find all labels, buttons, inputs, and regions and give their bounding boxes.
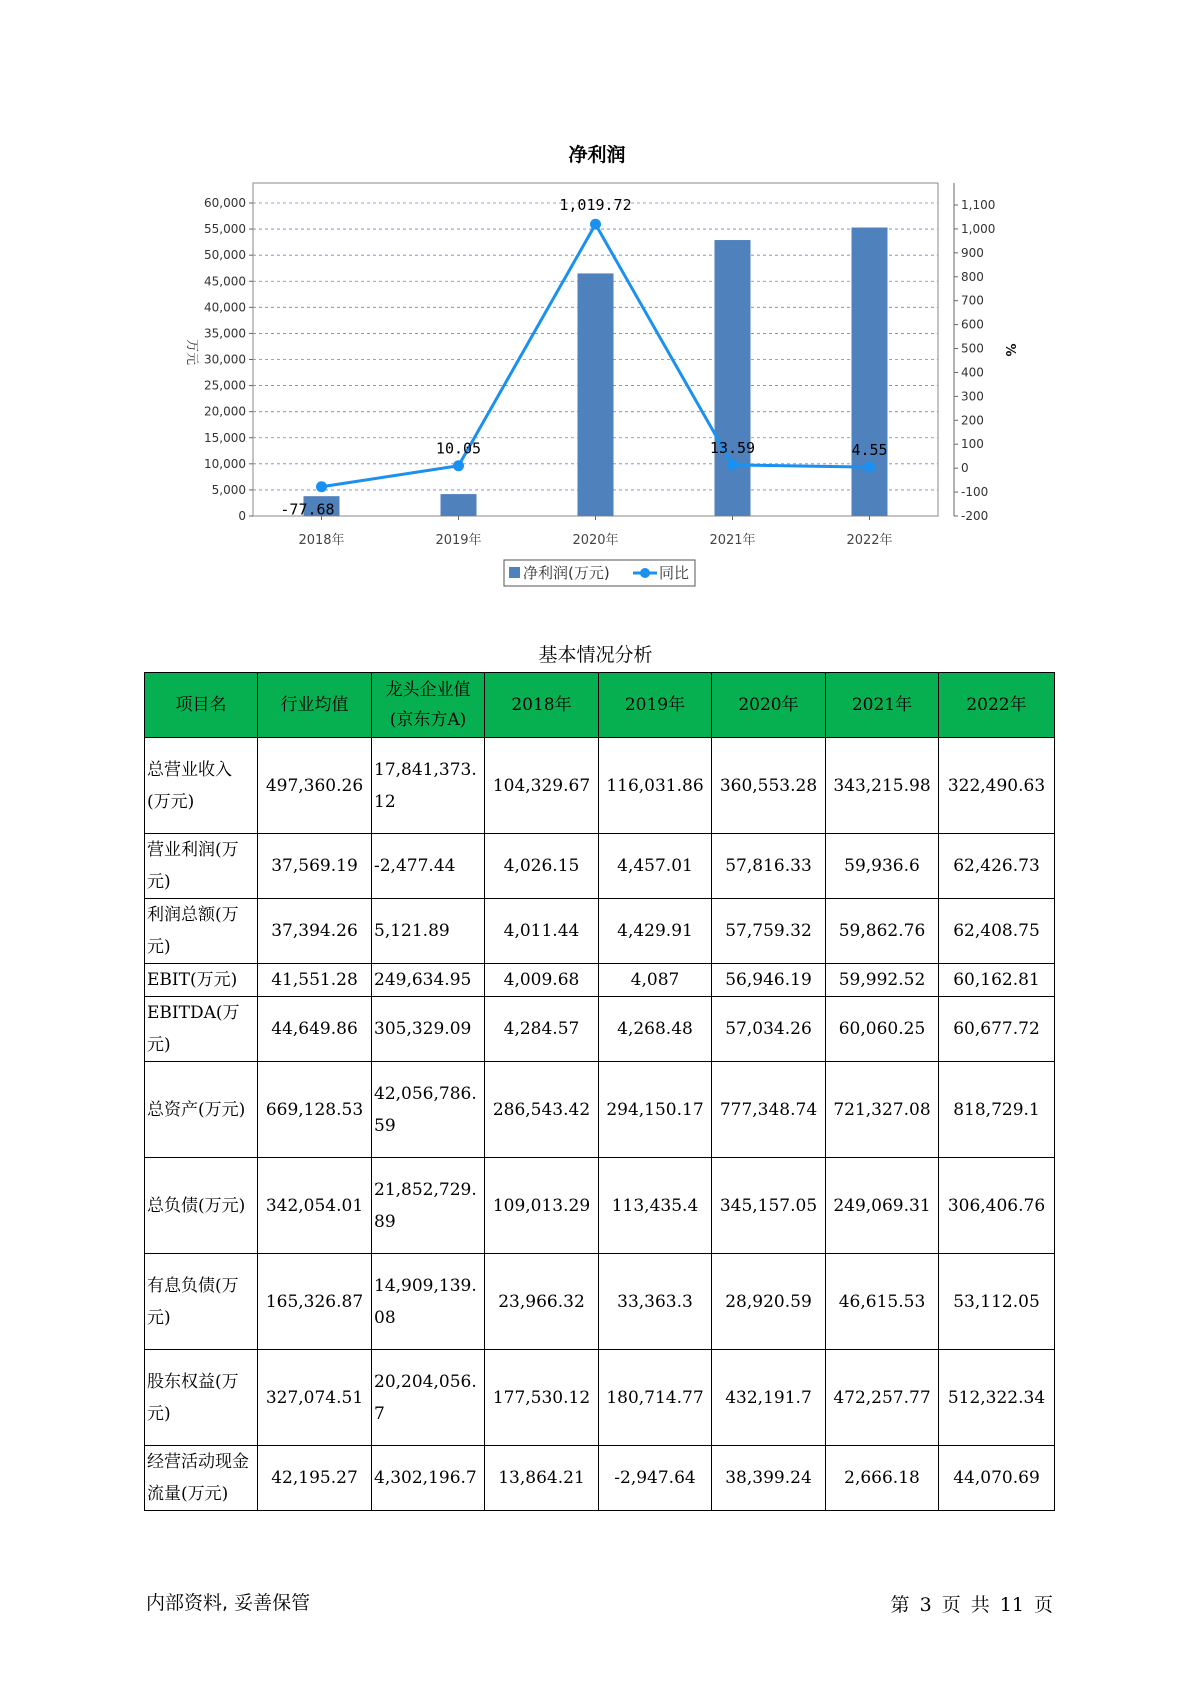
legend-bar-swatch — [509, 567, 520, 578]
table-cell: 322,490.63 — [939, 738, 1055, 834]
table-row — [145, 1446, 1055, 1511]
table-cell: 4,429.91 — [599, 899, 712, 964]
row-item-name: 有息负债(万元) — [145, 1254, 258, 1350]
table-cell: 4,268.48 — [599, 997, 712, 1062]
row-item-name: 总资产(万元) — [145, 1062, 258, 1158]
row-item-name: 利润总额(万元) — [145, 899, 258, 964]
bar-2022年 — [852, 228, 888, 516]
net-profit-chart — [0, 0, 1191, 600]
table-cell: 56,946.19 — [712, 964, 826, 997]
table-cell: 4,009.68 — [485, 964, 599, 997]
table-cell: 21,852,729.89 — [372, 1158, 485, 1254]
right-tick-label: 1,100 — [961, 198, 996, 212]
legend-bar-label: 净利润(万元) — [523, 564, 610, 582]
table-cell: 305,329.09 — [372, 997, 485, 1062]
table-cell: 113,435.4 — [599, 1158, 712, 1254]
table-cell: 4,284.57 — [485, 997, 599, 1062]
right-tick-label: 500 — [961, 341, 984, 356]
table-header-row — [145, 673, 1055, 738]
footer-page-number: 第 3 页 共 11 页 — [890, 1594, 1053, 1616]
row-item-name: EBITDA(万元) — [145, 997, 258, 1062]
table-cell: 343,215.98 — [826, 738, 939, 834]
left-tick-label: 20,000 — [204, 404, 246, 419]
header-leader-value: 龙头企业值(京东方A) — [372, 673, 485, 738]
left-tick-label: 35,000 — [204, 326, 246, 341]
table-row — [145, 1158, 1055, 1254]
yoy-data-label: -77.68 — [280, 500, 335, 519]
table-cell: 249,634.95 — [372, 964, 485, 997]
table-cell: 60,677.72 — [939, 997, 1055, 1062]
table-cell: 818,729.1 — [939, 1062, 1055, 1158]
table-cell: 342,054.01 — [258, 1158, 372, 1254]
header-2019: 2019年 — [599, 673, 712, 738]
table-cell: 669,128.53 — [258, 1062, 372, 1158]
table-cell: 37,394.26 — [258, 899, 372, 964]
y-axis-right-label: % — [1002, 343, 1017, 357]
table-row — [145, 899, 1055, 964]
table-cell: 116,031.86 — [599, 738, 712, 834]
yoy-point — [590, 219, 601, 230]
right-tick-label: 200 — [961, 413, 984, 428]
yoy-point — [453, 460, 464, 471]
table-cell: 294,150.17 — [599, 1062, 712, 1158]
table-cell: 60,162.81 — [939, 964, 1055, 997]
table-cell: 23,966.32 — [485, 1254, 599, 1350]
table-cell: 721,327.08 — [826, 1062, 939, 1158]
table-row — [145, 1350, 1055, 1446]
yoy-data-label: 10.05 — [435, 439, 482, 458]
table-cell: 177,530.12 — [485, 1350, 599, 1446]
table-row — [145, 997, 1055, 1062]
table-cell: 13,864.21 — [485, 1446, 599, 1511]
table-cell: 109,013.29 — [485, 1158, 599, 1254]
table-cell: 59,992.52 — [826, 964, 939, 997]
table-cell: 46,615.53 — [826, 1254, 939, 1350]
left-tick-label: 50,000 — [204, 248, 246, 263]
legend-line-marker — [640, 568, 650, 578]
footer-confidential: 内部资料, 妥善保管 — [146, 1592, 311, 1614]
table-cell: 14,909,139.08 — [372, 1254, 485, 1350]
left-tick-label: 40,000 — [204, 300, 246, 315]
table-cell: 59,936.6 — [826, 834, 939, 899]
table-cell: 104,329.67 — [485, 738, 599, 834]
right-tick-label: 400 — [961, 365, 984, 380]
table-cell: 432,191.7 — [712, 1350, 826, 1446]
table-row — [145, 964, 1055, 997]
header-2018: 2018年 — [485, 673, 599, 738]
left-tick-label: 25,000 — [204, 378, 246, 393]
yoy-point — [316, 481, 327, 492]
header-2020: 2020年 — [712, 673, 826, 738]
table-cell: 327,074.51 — [258, 1350, 372, 1446]
row-item-name: EBIT(万元) — [145, 964, 258, 997]
left-tick-label: 60,000 — [204, 196, 246, 210]
table-cell: 57,759.32 — [712, 899, 826, 964]
right-tick-label: 800 — [961, 269, 984, 284]
table-cell: 5,121.89 — [372, 899, 485, 964]
x-tick-label: 2021年 — [709, 533, 756, 548]
bar-2021年 — [715, 240, 751, 516]
x-tick-label: 2020年 — [572, 533, 619, 548]
left-tick-label: 30,000 — [204, 352, 246, 367]
right-tick-label: 600 — [961, 317, 984, 332]
right-tick-label: 300 — [961, 389, 984, 404]
right-tick-label: -200 — [961, 509, 989, 523]
table-cell: 33,363.3 — [599, 1254, 712, 1350]
table-cell: 286,543.42 — [485, 1062, 599, 1158]
table-cell: 41,551.28 — [258, 964, 372, 997]
row-item-name: 股东权益(万元) — [145, 1350, 258, 1446]
left-tick-label: 55,000 — [204, 222, 246, 237]
table-cell: 62,408.75 — [939, 899, 1055, 964]
header-2021: 2021年 — [826, 673, 939, 738]
right-tick-label: 700 — [961, 293, 984, 308]
table-cell: 62,426.73 — [939, 834, 1055, 899]
table-cell: 44,649.86 — [258, 997, 372, 1062]
left-tick-label: 45,000 — [204, 274, 246, 289]
row-item-name: 总负债(万元) — [145, 1158, 258, 1254]
table-row — [145, 738, 1055, 834]
left-tick-label: 0 — [238, 509, 246, 523]
table-cell: 165,326.87 — [258, 1254, 372, 1350]
table-cell: 4,087 — [599, 964, 712, 997]
left-tick-label: 15,000 — [204, 430, 246, 445]
yoy-point — [864, 462, 875, 473]
row-item-name: 经营活动现金流量(万元) — [145, 1446, 258, 1511]
row-item-name: 营业利润(万元) — [145, 834, 258, 899]
table-cell: -2,947.64 — [599, 1446, 712, 1511]
header-item-name: 项目名 — [145, 673, 258, 738]
basic-analysis-table — [144, 672, 1055, 1511]
yoy-data-label: 13.59 — [709, 438, 756, 457]
right-tick-label: 1,000 — [961, 221, 996, 236]
row-item-name: 总营业收入(万元) — [145, 738, 258, 834]
bar-2019年 — [441, 494, 477, 516]
table-cell: 777,348.74 — [712, 1062, 826, 1158]
table-cell: 59,862.76 — [826, 899, 939, 964]
bar-2020年 — [578, 273, 614, 516]
header-2022: 2022年 — [939, 673, 1055, 738]
yoy-data-label: 4.55 — [851, 441, 888, 460]
table-cell: 20,204,056.7 — [372, 1350, 485, 1446]
table-cell: 345,157.05 — [712, 1158, 826, 1254]
table-cell: 249,069.31 — [826, 1158, 939, 1254]
table-cell: 17,841,373.12 — [372, 738, 485, 834]
table-cell: 53,112.05 — [939, 1254, 1055, 1350]
yoy-point — [727, 459, 738, 470]
right-tick-label: 900 — [961, 245, 984, 260]
x-tick-label: 2022年 — [846, 533, 893, 548]
x-tick-label: 2019年 — [435, 533, 482, 548]
table-row — [145, 1254, 1055, 1350]
y-axis-left-label: 万元 — [184, 338, 199, 366]
table-cell: 360,553.28 — [712, 738, 826, 834]
table-cell: 44,070.69 — [939, 1446, 1055, 1511]
right-tick-label: 0 — [961, 461, 969, 476]
table-cell: 37,569.19 — [258, 834, 372, 899]
table-cell: 57,816.33 — [712, 834, 826, 899]
header-industry-avg: 行业均值 — [258, 673, 372, 738]
table-cell: 60,060.25 — [826, 997, 939, 1062]
right-tick-label: 100 — [961, 437, 984, 452]
table-row — [145, 834, 1055, 899]
chart-title: 净利润 — [568, 144, 626, 166]
table-cell: 4,011.44 — [485, 899, 599, 964]
table-cell: 4,457.01 — [599, 834, 712, 899]
table-cell: -2,477.44 — [372, 834, 485, 899]
table-cell: 2,666.18 — [826, 1446, 939, 1511]
left-tick-label: 5,000 — [211, 482, 246, 497]
table-title: 基本情况分析 — [538, 644, 653, 666]
table-cell: 512,322.34 — [939, 1350, 1055, 1446]
table-row — [145, 1062, 1055, 1158]
table-cell: 472,257.77 — [826, 1350, 939, 1446]
table-cell: 497,360.26 — [258, 738, 372, 834]
yoy-data-label: 1,019.72 — [559, 196, 632, 215]
left-tick-label: 10,000 — [204, 456, 246, 471]
table-cell: 28,920.59 — [712, 1254, 826, 1350]
legend-line-label: 同比 — [659, 564, 690, 582]
table-cell: 42,195.27 — [258, 1446, 372, 1511]
table-cell: 42,056,786.59 — [372, 1062, 485, 1158]
table-cell: 306,406.76 — [939, 1158, 1055, 1254]
x-tick-label: 2018年 — [298, 533, 345, 548]
table-cell: 38,399.24 — [712, 1446, 826, 1511]
table-cell: 4,302,196.7 — [372, 1446, 485, 1511]
table-cell: 57,034.26 — [712, 997, 826, 1062]
table-cell: 180,714.77 — [599, 1350, 712, 1446]
right-tick-label: -100 — [961, 485, 989, 500]
table-cell: 4,026.15 — [485, 834, 599, 899]
